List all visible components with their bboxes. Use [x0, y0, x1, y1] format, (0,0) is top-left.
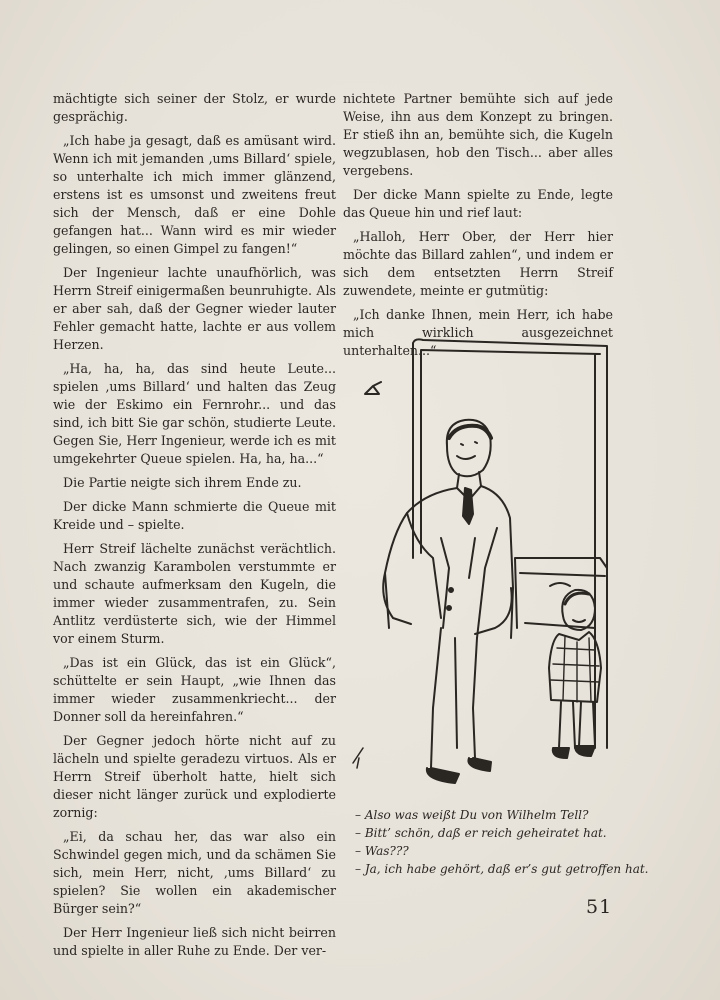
ground-line: [353, 748, 363, 768]
paragraph: Die Partie neigte sich ihrem Ende zu.: [63, 475, 302, 490]
man-figure: [383, 420, 513, 783]
paragraph: Der dicke Mann spielte zu Ende, legte das Queue hin und rief laut:: [343, 187, 613, 220]
paragraph: „Ha, ha, ha, das sind heute Leute... spielen ‚ums Billard‘ und halten das Zeug wie der Eskimo ein Fernrohr... und das sind, ich bitt Sie gar schön, studierte Leute. Gegen Sie, Herr Ingenieur, werde ich es mit umgekehrter Queue spielen. Ha, ha, ha...“: [53, 361, 336, 466]
paragraph: „Halloh, Herr Ober, der Herr hier möchte das Billard zahlen“, und indem er sich dem entsetzten Herrn Streif zuwendete, meinte er gutmütig:: [343, 229, 613, 298]
caption-line: – Bitt’ schön, daß er reich geheiratet hat.: [355, 826, 607, 840]
caption-line: – Ja, ich habe gehört, daß er’s gut getroffen hat.: [355, 862, 649, 876]
paragraph: Der Herr Ingenieur ließ sich nicht beirren und spielte in aller Ruhe zu Ende. Der ver-: [53, 925, 336, 958]
caption-line: – Also was weißt Du von Wilhelm Tell?: [355, 808, 589, 822]
paragraph: Der dicke Mann schmierte die Queue mit Kreide und – spielte.: [53, 499, 336, 532]
paragraph: „Ich danke Ihnen, mein Herr, ich habe mich wirklich ausgezeichnet unterhalten...“: [343, 307, 613, 358]
caption-line: – Was???: [355, 844, 409, 858]
paragraph: Der Ingenieur lachte unaufhörlich, was Herrn Streif einigermaßen beunruhigte. Als er aber sah, daß der Gegner wieder lauter Fehler gemacht hatte, lachte er aus vollem Herzen.: [53, 265, 336, 352]
illustration-caption: [355, 806, 649, 878]
paragraph: nichtete Partner bemühte sich auf jede Weise, ihn aus dem Konzept zu bringen. Er stieß ihn an, bemühte sich, die Kugeln wegzublasen, hob den Tisch... aber alles vergebens.: [343, 91, 613, 178]
paragraph: „Das ist ein Glück, das ist ein Glück“, schüttelte er sein Haupt, „wie Ihnen das immer wieder zusammenkriecht... der Donner soll da hereinfahren.“: [53, 655, 336, 724]
paragraph: „Ei, da schau her, das war also ein Schwindel gegen mich, und da schämen Sie sich, mein Herr, nicht, ‚ums Billard‘ zu spielen? Sie wollen ein akademischer Bürger sein?“: [53, 829, 336, 916]
paragraph: Herr Streif lächelte zunächst verächtlich. Nach zwanzig Karambolen verstummte er und schaute aufmerksam den Kugeln, die immer wieder zusammentrafen, zu. Sein Antlitz verdüsterte sich, wie der Himmel vor einem Sturm.: [53, 541, 336, 646]
text-column-left: [53, 90, 336, 966]
paragraph: mächtigte sich seiner der Stolz, er wurde gesprächig.: [53, 91, 336, 124]
page-number: 51: [586, 896, 613, 918]
paragraph: „Ich habe ja gesagt, daß es amüsant wird. Wenn ich mit jemanden ‚ums Billard‘ spiele, so unterhalte ich mich immer glänzend, erstens ist es umsonst und zweitens freut sich der Mensch, daß er eine Dohle gefangen hat... Wann wird es mir wieder gelingen, so einen Gimpel zu fangen!“: [53, 133, 336, 256]
wall-hook: [365, 382, 381, 394]
text-column-right: [343, 90, 613, 366]
boy-figure: [549, 590, 601, 758]
paragraph: Der Gegner jedoch hörte nicht auf zu lächeln und spielte geradezu virtuos. Als er Herrn Streif überholt hatte, hielt sich dieser nicht länger zurück und explodierte zornig:: [53, 733, 336, 820]
cartoon-illustration: [345, 328, 620, 798]
